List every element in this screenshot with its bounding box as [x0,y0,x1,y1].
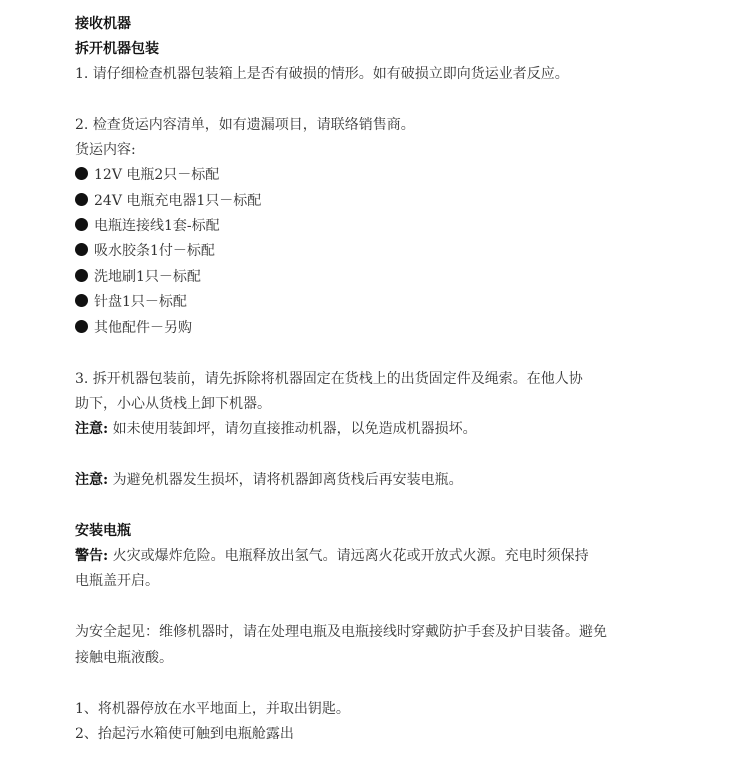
note-2-text: 为避免机器发生损坏，请将机器卸离货栈后再安装电瓶。 [108,472,463,488]
contents-item: 其他配件－另购 [75,316,192,341]
bullet-icon [75,193,88,206]
note-1-label: 注意: [75,421,109,437]
section-title-battery: 安装电瓶 [75,523,131,539]
battery-step-1: 1、将机器停放在水平地面上，并取出钥匙。 [75,701,350,717]
step-3-line-1: 3. 拆开机器包装前，请先拆除将机器固定在货栈上的出货固定件及绳索。在他人协 [75,371,583,387]
step-1-text: 1. 请仔细检查机器包装箱上是否有破损的情形。如有破损立即向货运业者反应。 [75,66,569,82]
note-1-text: 如未使用装卸坪，请勿直接推动机器，以免造成机器损坏。 [108,421,477,437]
warning-line-2: 电瓶盖开启。 [75,573,159,589]
battery-step-2: 2、抬起污水箱使可触到电瓶舱露出 [75,726,294,742]
note-2-label: 注意: [75,472,109,488]
bullet-icon [75,167,88,180]
warning-label: 警告: [75,548,109,564]
contents-item: 24V 电瓶充电器1只－标配 [75,189,261,214]
contents-item: 洗地刷1只－标配 [75,265,201,290]
bullet-icon [75,294,88,307]
contents-item: 电瓶连接线1套-标配 [75,214,220,239]
safety-line-2: 接触电瓶液酸。 [75,650,173,666]
note-1 [75,417,477,442]
warning-text: 火灾或爆炸危险。电瓶释放出氢气。请远离火花或开放式火源。充电时须保持 [108,548,589,564]
contents-item: 针盘1只－标配 [75,290,187,315]
section-subtitle-unpack: 拆开机器包装 [75,41,159,57]
contents-item: 吸水胶条1付－标配 [75,239,215,264]
contents-item: 12V 电瓶2只－标配 [75,163,219,188]
warning-line-1 [75,544,589,569]
step-2-text: 2. 检查货运内容清单，如有遗漏项目，请联络销售商。 [75,117,415,133]
safety-line-1: 为安全起见：维修机器时，请在处理电瓶及电瓶接线时穿戴防护手套及护目装备。避免 [75,624,607,640]
section-title-receive: 接收机器 [75,16,131,32]
contents-label: 货运内容: [75,142,136,158]
bullet-icon [75,218,88,231]
bullet-icon [75,269,88,282]
bullet-icon [75,243,88,256]
bullet-icon [75,320,88,333]
step-3-line-2: 助下，小心从货栈上卸下机器。 [75,396,271,412]
note-2 [75,468,463,493]
